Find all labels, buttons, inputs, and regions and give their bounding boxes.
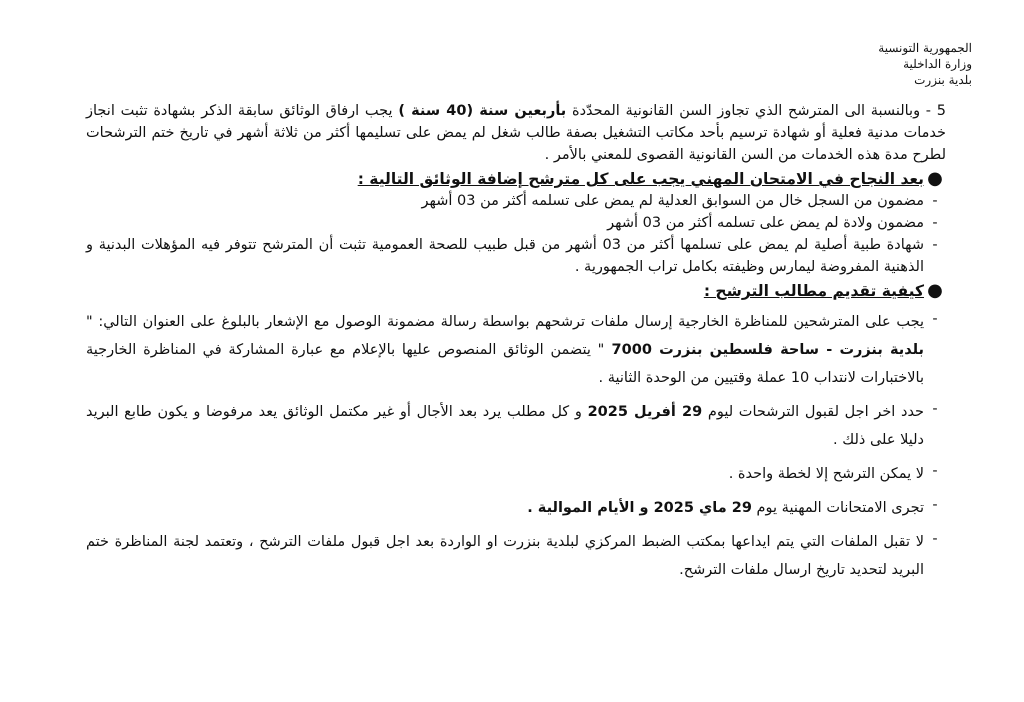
list-item-text: لا يمكن الترشح إلا لخطة واحدة . xyxy=(728,466,924,482)
bullet-icon: ● xyxy=(927,168,943,189)
deadline-rest: و كل مطلب يرد بعد الأجال أو غير مكتمل الوثائق يعد مرفوضا و يكون طابع البريد دليلا على ذلك . xyxy=(86,404,924,448)
header-municipality: بلدية بنزرت xyxy=(914,73,972,87)
section2-title: كيفية تقديم مطالب الترشح : xyxy=(703,282,924,300)
list-item xyxy=(86,460,946,488)
exam-intro: تجرى الامتحانات المهنية يوم xyxy=(751,500,924,516)
list-item xyxy=(86,398,946,454)
intro-paragraph xyxy=(86,100,946,166)
deadline-intro: حدد اخر اجل لقبول الترشحات ليوم xyxy=(702,404,925,420)
section2-list xyxy=(86,308,946,584)
intro-text-2: يجب ارفاق الوثائق سابقة الذكر بشهادة تثبت انجاز خدمات مدنية فعلية أو شهادة ترسيم بأحد مكاتب التشغيل بصفة طالب شغل لم يمض على تسليمها أكثر من ثلاثة أشهر في تاريخ ختم الترشحات لطرح مدة هذه الخدمات من السن القانونية القصوى للمعني بالأمر . xyxy=(86,103,946,163)
dash-icon: - xyxy=(932,311,938,327)
list-item xyxy=(86,234,946,278)
dash-icon: - xyxy=(932,215,938,231)
list-item xyxy=(86,528,946,584)
dash-icon: - xyxy=(932,237,938,253)
intro-text-1: 5 - وبالنسبة الى المترشح الذي تجاوز السن القانونية المحدّدة xyxy=(566,103,947,119)
dash-icon: - xyxy=(932,401,938,417)
list-item-text: لا تقبل الملفات التي يتم ايداعها بمكتب الضبط المركزي لبلدية بنزرت او الواردة بعد اجل قبول ملفات الترشح ، وتعتمد لجنة المناظرة ختم البريد لتحديد تاريخ ارسال ملفات الترشح. xyxy=(86,534,924,578)
header-ministry: وزارة الداخلية xyxy=(903,57,972,71)
section1-heading xyxy=(86,168,946,190)
dash-icon: - xyxy=(932,497,938,513)
address-bold: بلدية بنزرت - ساحة فلسطين بنزرت 7000 xyxy=(604,342,924,358)
list-item xyxy=(86,308,946,392)
list-item-text: مضمون ولادة لم يمض على تسلمه أكثر من 03 أشهر xyxy=(607,215,924,231)
list-item xyxy=(86,494,946,522)
header-republic: الجمهورية التونسية xyxy=(878,41,972,55)
section2-heading xyxy=(86,280,946,302)
dash-icon: - xyxy=(932,193,938,209)
deadline-date: 29 أفريل 2025 xyxy=(587,404,703,420)
exam-date: 29 ماي 2025 و الأيام الموالية . xyxy=(527,500,752,516)
list-item-text xyxy=(86,494,924,522)
address-intro: يجب على المترشحين للمناظرة الخارجية إرسال ملفات ترشحهم بواسطة رسالة مضمونة الوصول مع الإشعار بالبلوغ على العنوان التالي: " xyxy=(86,314,924,330)
dash-icon: - xyxy=(932,463,938,479)
document-body xyxy=(86,100,946,584)
bullet-icon: ● xyxy=(927,280,943,301)
intro-age-bold: بأربعين سنة (40 سنة ) xyxy=(398,103,567,119)
list-item-text: شهادة طبية أصلية لم يمض على تسلمها أكثر من 03 أشهر من قبل طبيب للصحة العمومية تثبت أن المترشح تتوفر فيه المؤهلات البدنية و الذهنية المفروضة ليمارس وظيفته بكامل تراب الجمهورية . xyxy=(86,237,924,275)
list-item xyxy=(86,190,946,212)
list-item-text xyxy=(86,398,924,454)
list-item xyxy=(86,212,946,234)
list-item-text xyxy=(86,308,924,392)
section1-title: بعد النجاح في الامتحان المهني يجب على كل مترشح إضافة الوثائق التالية : xyxy=(357,170,924,188)
letterhead xyxy=(772,40,972,88)
dash-icon: - xyxy=(932,531,938,547)
address-rest: " يتضمن الوثائق المنصوص عليها بالإعلام مع عبارة المشاركة في المناظرة الخارجية بالاختبارات لانتداب 10 عملة وقتيين من الوحدة الثانية . xyxy=(86,342,924,386)
list-item-text: مضمون من السجل خال من السوابق العدلية لم يمض على تسلمه أكثر من 03 أشهر xyxy=(421,193,924,209)
